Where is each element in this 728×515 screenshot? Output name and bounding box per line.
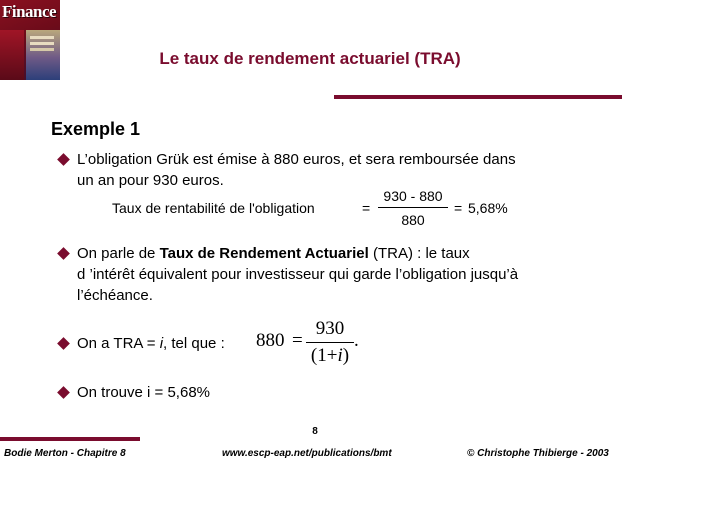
equation-2-var: i xyxy=(337,345,343,366)
equation-2-plus: + xyxy=(326,345,338,366)
equation-1-fraction-bar xyxy=(378,207,448,208)
equation-1-denominator: 880 xyxy=(401,212,425,228)
equation-2-numerator: 930 xyxy=(315,318,345,339)
bullet-icon xyxy=(57,386,70,399)
bullet-icon xyxy=(57,337,70,350)
page-number: 8 xyxy=(312,426,318,437)
cover-brand-text: Finance xyxy=(2,2,57,21)
bullet-3-text xyxy=(77,333,225,354)
bullet-3-suffix: , tel que : xyxy=(163,335,225,352)
footer-copyright: © Christophe Thibierge - 2003 xyxy=(467,448,609,459)
bullet-2-text xyxy=(77,243,518,306)
equation-2-denominator xyxy=(306,345,354,367)
equation-2-trailing-dot: . xyxy=(354,330,359,351)
equation-2-lhs: 880 xyxy=(256,330,285,351)
equation-1-equals-2: = xyxy=(454,200,463,216)
example-heading: Exemple 1 xyxy=(51,119,141,139)
equation-1-equals-1: = xyxy=(362,200,371,216)
bullet-1-line-2: un an pour 930 euros. xyxy=(77,172,224,189)
bullet-2-line-1 xyxy=(77,243,518,264)
bullet-2-bold-term: Taux de Rendement Actuariel xyxy=(159,245,369,262)
equation-1-numerator: 930 - 880 xyxy=(383,188,443,204)
bullet-2-suffix: (TRA) : le taux xyxy=(368,245,470,262)
bullet-icon xyxy=(57,247,70,260)
footer-left: Bodie Merton - Chapitre 8 xyxy=(4,448,126,459)
slide-title: Le taux de rendement actuariel (TRA) xyxy=(159,49,461,68)
footer-center-url: www.escp-eap.net/publications/bmt xyxy=(222,448,392,459)
footer-rule xyxy=(0,437,140,441)
bullet-2-line-3: l’échéance. xyxy=(77,287,153,304)
equation-1-label: Taux de rentabilité de l'obligation xyxy=(112,200,315,216)
bullet-1-line-1: L’obligation Grük est émise à 880 euros, et sera remboursée dans xyxy=(77,151,516,168)
equation-2-fraction-bar xyxy=(306,342,354,343)
bullet-2-prefix: On parle de xyxy=(77,245,160,262)
bullet-1-text xyxy=(77,149,516,191)
equation-2-equals: = xyxy=(292,330,303,351)
bullet-3-italic-var: i xyxy=(159,335,164,352)
bullet-2-line-2: d ’intérêt équivalent pour investisseur qui garde l’obligation jusqu’à xyxy=(77,266,519,283)
title-underline xyxy=(334,95,622,99)
bullet-3-prefix: On a TRA = xyxy=(77,335,160,352)
bullet-4-text: On trouve i = 5,68% xyxy=(77,384,210,401)
equation-2-denominator-close: ) xyxy=(342,345,350,366)
bullet-icon xyxy=(57,153,70,166)
equation-1-result: 5,68% xyxy=(468,200,508,216)
equation-2-denominator-open: (1 xyxy=(310,345,327,366)
